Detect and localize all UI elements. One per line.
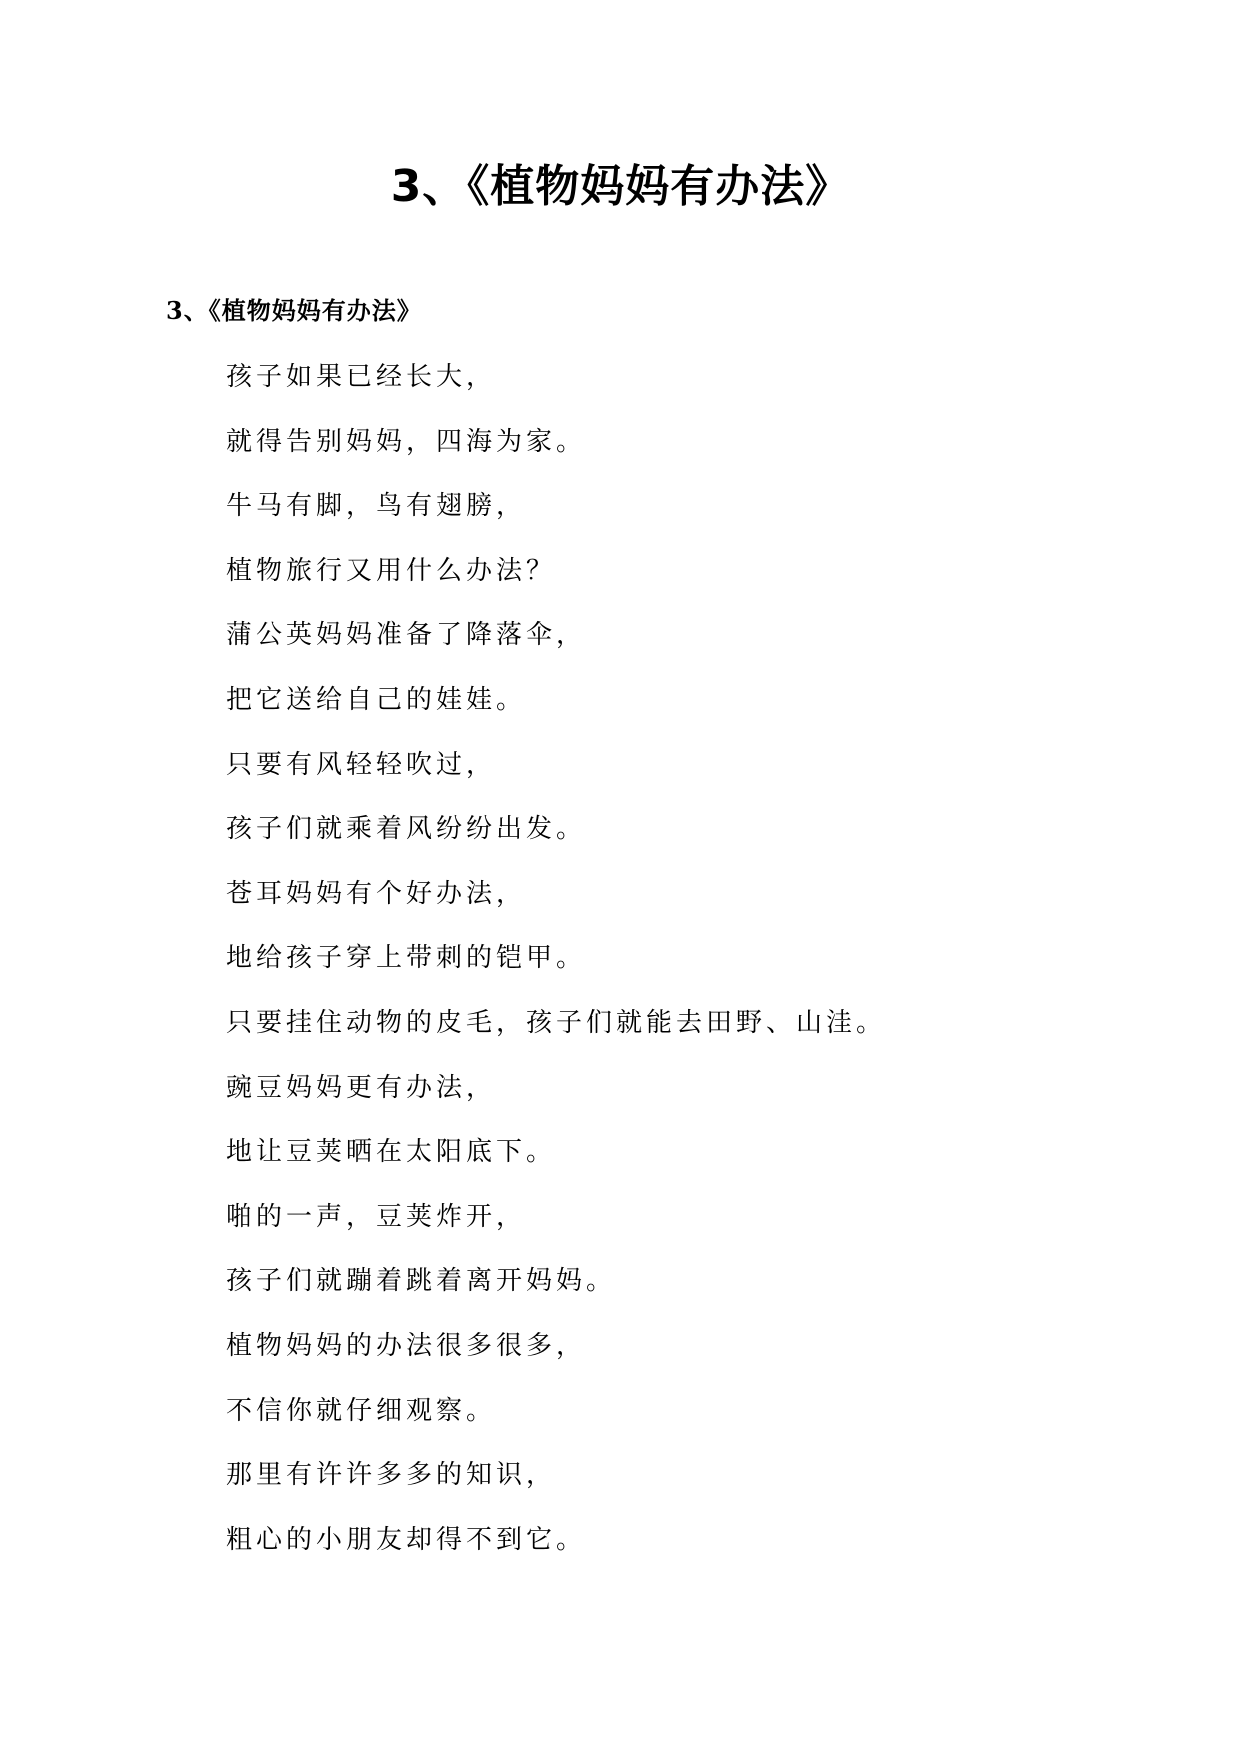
poem-line: 孩子如果已经长大， [226,362,497,392]
poem-line: 只要挂住动物的皮毛，孩子们就能去田野、山洼。 [226,1007,887,1038]
document-title: 3、《植物妈妈有办法》 [390,161,851,212]
poem-line: 蒲公英妈妈准备了降落伞， [226,620,587,651]
poem-line: 孩子们就乘着风纷纷出发。 [226,814,587,845]
poem-line: 那里有许许多多的知识， [226,1460,557,1491]
poem-line: 就得告别妈妈，四海为家。 [226,426,587,457]
poem-line: 豌豆妈妈更有办法， [226,1072,497,1103]
poem-line: 只要有风轻轻吹过， [226,749,497,780]
poem-line: 啪的一声，豆荚炸开， [226,1201,527,1232]
poem-line: 把它送给自己的娃娃。 [226,684,527,715]
poem-line: 植物旅行又用什么办法？ [226,555,557,586]
poem-line: 地让豆荚晒在太阳底下。 [226,1137,557,1168]
poem-line: 孩子们就蹦着跳着离开妈妈。 [226,1266,617,1297]
poem-line: 苍耳妈妈有个好办法， [226,878,527,909]
poem-line: 植物妈妈的办法很多很多， [226,1330,587,1361]
poem-line: 粗心的小朋友却得不到它。 [226,1524,587,1555]
poem-body [226,357,886,1584]
poem-heading: 3、《植物妈妈有办法》 [166,296,422,325]
poem-line: 地给孩子穿上带刺的铠甲。 [226,943,587,974]
poem-line: 不信你就仔细观察。 [226,1395,497,1426]
poem-line: 牛马有脚，鸟有翅膀， [226,491,527,522]
